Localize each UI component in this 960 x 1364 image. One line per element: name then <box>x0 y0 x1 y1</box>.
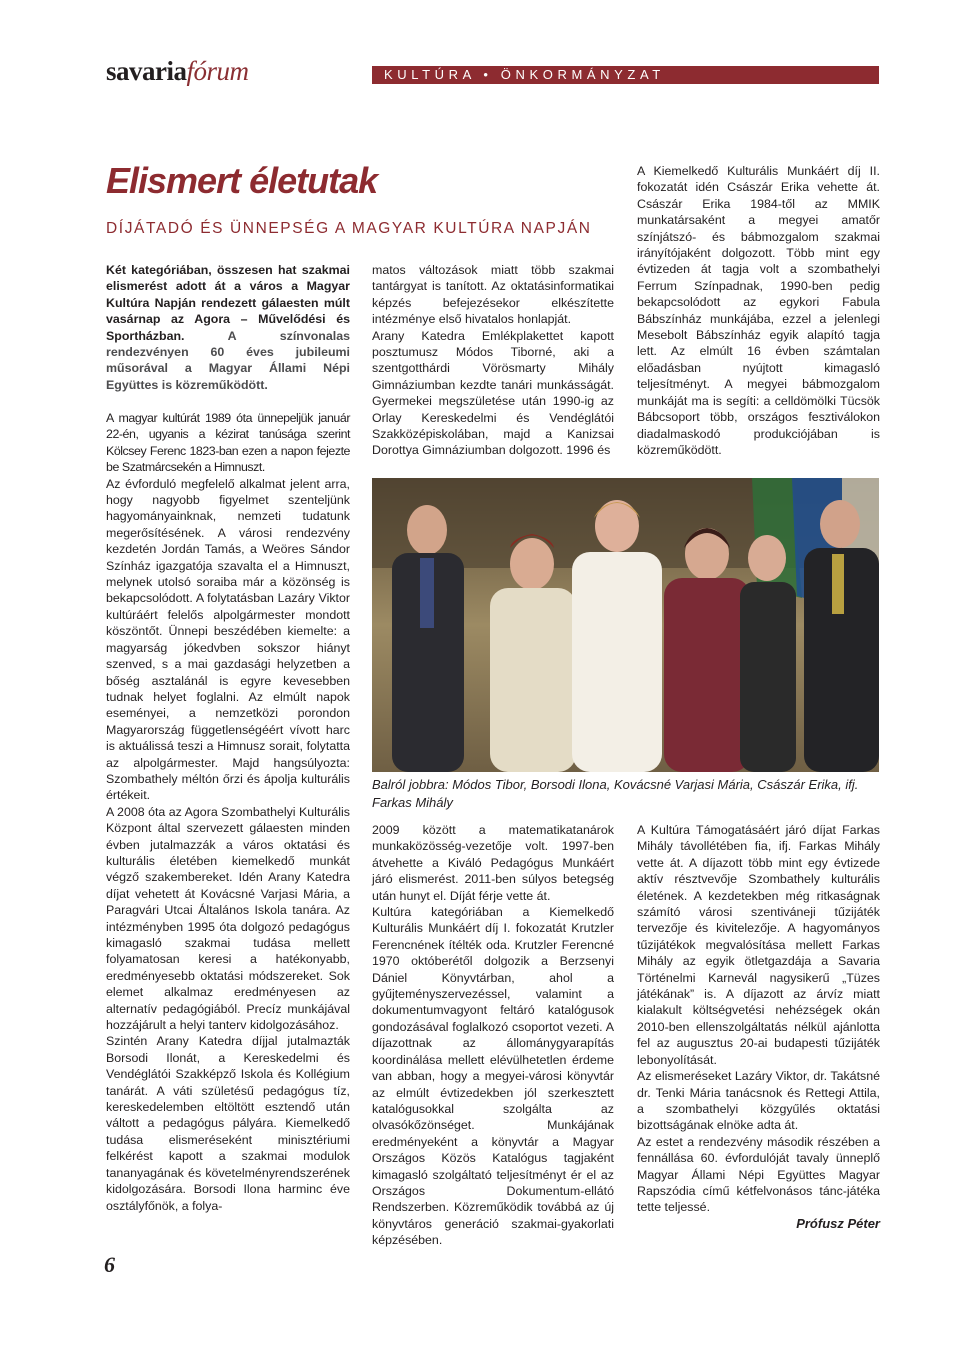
body-paragraph: Kultúra kategóriában a Kiemelkedő Kulturális Munkáért díj I. fokozatát Krutzler Ferencnének ítélték oda. Krutzler Ferencné 1970 októberétől dolgozik a Berzsenyi Dániel Könyvtárban, ahol a gyűjteményszervezéssel, valamint a dokumentumvagyont feltáró katalógusok gondozásával foglalkozó csoportot vezeti. A díjazottnak az állománygyarapítás koordinálása mellett elévülhetetlen érdeme van abban, hogy a megyei-városi könyvtár az elmúlt évtizedekben jól szerkesztett katalógusokkal szolgálta az olvasókőzönséget. Munkájának eredményeként a könyvtár a Magyar Országos Közös Katalógus tagjaként kimagasló szolgáltató teljesítményt ér el az Országos Dokumentum-ellátó Rendszerben. Közreműködik továbbá az új könyvtáros generáció szakmai-gyakorlati képzésében. <box>372 905 614 1248</box>
body-paragraph: A Kultúra Támogatásáért járó díjat Farkas Mihály távollétében fia, ifj. Farkas Mihály vette át. A díjazott több mint egy évtizede aktív résztvevője Szombathely kulturális életének. A kezdetekben még ritkaságnak számító városi szentiváneji tűzijáték tervezője és kivitelezője. A hagyományos tűzijátékok megvalósítása mellett Farkas Mihály az egyik ötletgazdája a Savaria Történelmi Karnevál nagysikerű „Tüzes játékának” is. A díjazott az árvíz miatt kialakult költségvetési nehézségek okán 2010-ben ellenszolgáltatás nélkül ajánlotta fel az augusztus 20-ai budapesti tűzijáték lebonyolítását. <box>637 823 880 1067</box>
body-paragraph: Arany Katedra Emlékplakettet kapott posztumusz Módos Tiborné, aki a szentgotthárdi Vörösmarty Mihály Gimnáziumban kezdte tanári munkásságát. Gyermekei megszületése után 1990-ig az Orlay Kereskedelmi és Vendéglátói Szakközépiskolában, majd a Kanizsai Dorottya Gimnáziumban dolgozott. 1996 és <box>372 328 614 458</box>
lead-paragraph <box>106 262 350 393</box>
body-paragraph: Az elismeréseket Lazáry Viktor, dr. Takátsné dr. Tenki Mária tanácsnok és Rettegi Attila, a szombathelyi közgyűlés oktatási bizottságának elnöke adta át. <box>637 1069 880 1133</box>
body-paragraph: matos változások miatt több szakmai tantárgyat is tanított. Az oktatásinformatikai képzés befejezésekor elkészítette intézménye első hivatalos honlapját. <box>372 263 614 327</box>
column-1-body <box>106 410 350 1214</box>
body-paragraph: Az estet a rendezvény második részében a fennállása 60. évfordulóját tavaly ünneplő Magyar Állami Népi Együttes Magyar Rapszódia című kétfelvonásos tánc-játéka tette teljessé. <box>637 1134 880 1215</box>
photo-caption: Balról jobbra: Módos Tibor, Borsodi Ilona, Kovácsné Varjasi Mária, Császár Erika, ifj. Farkas Mihály <box>372 777 859 810</box>
author-signature: Prófusz Péter <box>796 1216 880 1231</box>
body-paragraph: Szintén Arany Katedra díjjal jutalmazták Borsodi Ilonát, a Kereskedelmi és Vendéglátói Szakképző Iskola és Kollégium tanárát. A váti születésű pedagógus tíz, kereskedelemben eltöltött esztendő után váltott a pedagógus pályára. Kiemelkedő tudása elismeréseként minisztériumi felkérést kapott a szakmai modulok tananyagának és követelményrendszerének kidolgozására. Borsodi Ilona harminc éve osztályfőnök, a folya- <box>106 1034 350 1213</box>
body-paragraph: A magyar kultúrát 1989 óta ünnepeljük január 22-én, ugyanis a kézirat tanúsága szerint Kölcsey Ferenc 1823-ban ezen a napon fejezte be Szatmárcsekén a Himnuszt. <box>106 411 350 475</box>
column-3-bottom-body <box>637 822 880 1216</box>
body-paragraph: Az évforduló megfelelő alkalmat jelent arra, hogy nagyobb figyelmet szenteljünk hagyományainknak, nemzeti tudatunk megerősítésének. A városi rendezvény kezdetén Jordán Tamás, a Weöres Sándor Színház igazgatója szavalta el a Himnuszt, melynek utolsó soraiba már a közönség is bekapcsolódott. A folytatásban Lazáry Viktor kultúráért felelős alpolgármester mondott köszöntőt. Ünnepi beszédében kiemelte: a magyarság jókedvben sokszor hiányt szenved, s a mai gazdasági helyzetben a bőség asztalánál is egyre kevesebben tudnak helyet foglalni. Az elmúlt napok eseményei, a nemzetközi porondon Magyarország függetlenségéért vívott harc is aktuálissá teszi a Himnusz sorait, folytatta az alpolgármester. Majd hangsúlyozta: Szombathely méltón őrzi és ápolja kulturális értékeit. <box>106 476 350 803</box>
section-label: KULTÚRA • ÖNKORMÁNYZAT <box>384 67 665 82</box>
logo-savaria: savaria <box>106 56 187 86</box>
lead-text-1: Két kategóriában, összesen hat szakmai elismerést adott át a város a Magyar Kultúra Napján rendezett gálaesten múlt vasárnap az Agora – Művelődési és Sportházban. <box>106 263 350 343</box>
article-subhead: DÍJÁTADÓ ÉS ÜNNEPSÉG A MAGYAR KULTÚRA NAPJÁN <box>106 220 592 237</box>
page-number: 6 <box>104 1252 115 1277</box>
award-winners-photo <box>372 478 879 772</box>
body-paragraph: A 2008 óta az Agora Szombathelyi Kulturális Központ által szervezett gálaesten minden évben jutalmazzák a város oktatási és kulturális életében kiemelkedő munkát végző szakembereket. Idén Arany Katedra díjat vehetett át Kovácsné Varjasi Mária, a Paragvári Utcai Általános Iskola tanára. Az intézményben 1995 óta dolgozó pedagógus kimagasló szakmai tudása mellett folyamatosan keresi a hatékonyabb, eredményesebb oktatási módszereket. Sok elemet alkalmaz eredményesen az alternatív pedagógiából. Precíz munkájával hozzájárult a helyi tanterv kidolgozásához. <box>106 804 350 1033</box>
body-paragraph: 2009 között a matematikatanárok munkaközösség-vezetője volt. 1997-ben átvehette a Kiváló Pedagógus Munkáért járó elismerést. 2011-ben súlyos betegség után hunyt el. Díját férje vette át. <box>372 823 614 903</box>
column-2-top-body <box>372 262 614 459</box>
lead-text-2: A színvonalas rendezvényen 60 éves jubileumi műsorával a Magyar Állami Népi Együttes is közreműködött. <box>106 328 350 392</box>
savaria-forum-logo <box>106 56 249 87</box>
article-headline: Elismert életutak <box>106 160 378 201</box>
column-2-bottom-body <box>372 822 614 1249</box>
section-bar <box>372 66 879 84</box>
body-paragraph: A Kiemelkedő Kulturális Munkáért díj II. fokozatát idén Császár Erika vehette át. Császár Erika 1984-től az MMIK munkatársaként a megyei amatőr színjátszó- és bábmozgalom szakmai irányítójaként dolgozott. Több mint egy évtizeden át tagja volt a szombathelyi Ferrum Színpadnak, 1990-ben pedig bekapcsolódott az egykori Fabula Bábszínház munkájába, ezzel a jelenlegi Mesebolt Bábszínház egyik alapító tagja lett. Az elmúlt 16 évben számtalan előadásban nyújtott kimagasló teljesítményt. A megyei bábmozgalom munkáját ma is segíti: a celldömölki Tücsök Bábcsoport több, országos fesztiválokon diadalmaskodó produkciójában is közreműködött. <box>637 164 880 457</box>
logo-forum: fórum <box>186 56 249 86</box>
photo-illustration <box>372 478 879 772</box>
column-3-top-body <box>637 163 880 458</box>
